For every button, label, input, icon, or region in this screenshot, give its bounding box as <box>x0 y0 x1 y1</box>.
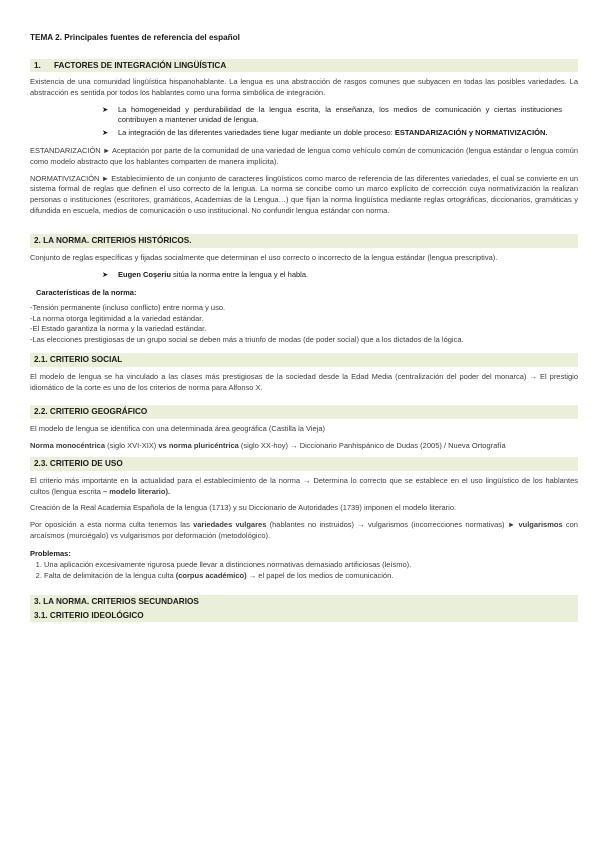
section-2-3-heading: 2.3. CRITERIO DE USO <box>30 457 578 471</box>
section-3-heading: 3. LA NORMA. CRITERIOS SECUNDARIOS <box>30 595 578 609</box>
section-1-number: 1. <box>34 60 41 70</box>
estandarizacion-term: ESTANDARIZACIÓN ► <box>30 146 111 156</box>
list-item: 2. Falta de delimitación de la lengua culta (corpus académico) → el papel de los medios de comunicación. <box>44 571 578 582</box>
normativizacion-definition: NORMATIVIZACIÓN ► Establecimiento de un conjunto de caracteres lingüísticos como marco de referencia de las diferentes variedades, el cual se convierte en un sistema formal de reglas que definen el uso correcto de la lengua. La norma se concibe como un marco explícito de corrección cuya normativización la realizan personas o instituciones (escritores, gramáticos, Academias de la Lengua…) que fijan la norma lingüística mediante reglas ortográficas, diccionarios, gramáticas y difundida en escuela, medios de comunicación o uso institucional. No confundir lengua estándar con norma. <box>30 173 579 215</box>
characteristics-list <box>30 303 578 346</box>
section-3-1-heading: 3.1. CRITERIO IDEOLÓGICO <box>30 609 578 623</box>
document-page <box>30 32 578 627</box>
list-item: -La norma otorga legitimidad a la variedad estándar. <box>30 313 204 323</box>
section-1-title: FACTORES DE INTEGRACIÓN LINGÜÍSTICA <box>54 60 227 70</box>
section-1-bullets <box>30 105 578 139</box>
section-2-2-norms: Norma monocéntrica (siglo XVI-XIX) vs norma pluricéntrica (siglo XX-hoy) → Diccionario Panhispánico de Dudas (2005) / Nueva Ortografía <box>30 440 506 450</box>
characteristics-heading: Características de la norma: <box>36 288 137 298</box>
section-1-heading <box>30 59 578 73</box>
section-2-2-heading: 2.2. CRITERIO GEOGRÁFICO <box>30 405 578 419</box>
list-item: -Tensión permanente (incluso conflicto) entre norma y uso. <box>30 302 226 312</box>
arrow-bullet-icon: ➤ <box>102 269 109 279</box>
arrow-bullet-icon: ➤ <box>102 104 109 114</box>
section-2-3-p2: Creación de la Real Academia Española de la lengua (1713) y su Diccionario de Autoridades (1739) imponen el modelo literario. <box>30 503 457 513</box>
section-2-intro: Conjunto de reglas específicas y fijadas socialmente que determinan el uso correcto o incorrecto de la lengua estándar (lengua prescriptiva). <box>30 252 498 262</box>
section-1-intro: Existencia de una comunidad lingüística hispanohablante. La lengua es una abstracción de rasgos comunes que subyacen en todas las posibles variedades. La abstracción es sentida por todos los hablantes como una forma simbólica de integración. <box>30 77 578 97</box>
section-2-3-p1: El criterio más importante en la actualidad para el establecimiento de la norma → Determina lo correcto que se establece en el uso lingüístico de los hablantes cultos (lengua escrita – modelo literario). <box>30 475 578 496</box>
problems-heading: Problemas: <box>30 549 71 559</box>
section-2-3-p3: Por oposición a esta norma culta tenemos las variedades vulgares (hablantes no instruidos) → vulgarismos (incorrecciones normativas) ► vulgarismos con arcaísmos (murciégalo) vs vulgarismos por deformación (metodológico). <box>30 519 578 540</box>
section-2-heading: 2. LA NORMA. CRITERIOS HISTÓRICOS. <box>30 234 578 248</box>
estandarizacion-definition: ESTANDARIZACIÓN ► Aceptación por parte de la comunidad de una variedad de lengua como vehículo común de comunicación (lengua estándar o lengua común como modelo abstracto que los hablantes comparten de manera implícita). <box>30 146 578 167</box>
list-item: ➤ La integración de las diferentes variedades tiene lugar mediante un doble proceso: ESTANDARIZACIÓN y NORMATIVIZACIÓN. <box>102 127 548 137</box>
list-item: ➤ Eugen Coşeriu sitúa la norma entre la lengua y el habla. <box>102 269 309 279</box>
document-title: TEMA 2. Principales fuentes de referencia del español <box>30 33 240 42</box>
list-item: ➤ La homogeneidad y perdurabilidad de la lengua escrita, la enseñanza, los medios de comunicación y ciertas instituciones contribuyen a mantener unidad de lengua. <box>102 104 562 125</box>
list-item: -El Estado garantiza la norma y la variedad estándar. <box>30 324 207 334</box>
section-2-1-text: El modelo de lengua se ha vinculado a las clases más prestigiosas de la sociedad desde la Edad Media (centralización del poder del monarca) → El prestigio idiomático de la corte es uno de los criterios de norma para Alfonso X. <box>30 372 578 392</box>
section-2-1-heading: 2.1. CRITERIO SOCIAL <box>30 353 578 367</box>
section-2-2-text: El modelo de lengua se identifica con una determinada área geográfica (Castilla la Vieja) <box>30 424 326 434</box>
arrow-bullet-icon: ➤ <box>102 127 109 137</box>
list-item: -Las elecciones prestigiosas de un grupo social se deben más a triunfo de modas (de poder social) que a los dictados de la lógica. <box>30 334 464 344</box>
normativizacion-term: NORMATIVIZACIÓN ► <box>30 173 110 183</box>
section-2-bullets <box>30 270 578 281</box>
list-item: 1. Una aplicación excesivamente rigurosa puede llevar a distinciones normativas demasiado artificiosas (leísmo). <box>44 560 578 571</box>
problems-list <box>30 560 578 582</box>
